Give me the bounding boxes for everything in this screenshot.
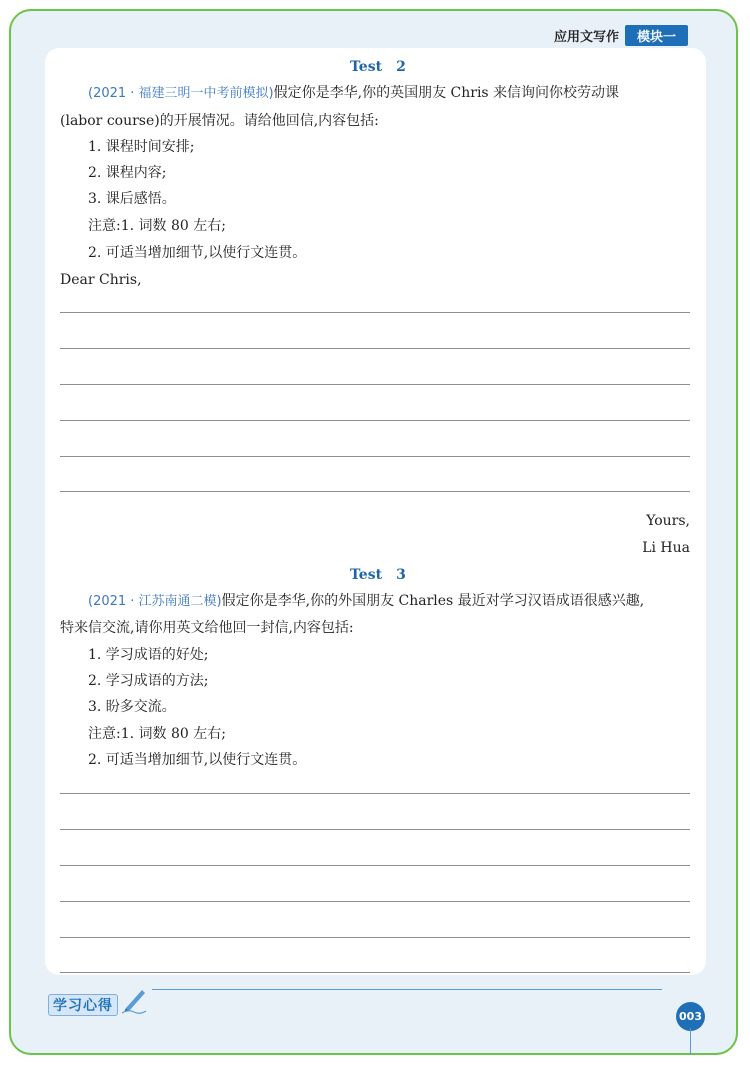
pen-icon — [120, 984, 150, 1014]
module-badge: 模块一 — [625, 25, 688, 46]
page-header — [554, 25, 688, 46]
writing-line[interactable] — [60, 829, 690, 830]
test-2-signature: Li Hua — [642, 540, 690, 556]
test-2-prompt-line-2: (labor course)的开展情况。请给他回信,内容包括: — [60, 113, 379, 129]
content-card — [45, 48, 706, 975]
test-2-item-2: 2. 课程内容; — [88, 165, 167, 181]
test-2-prompt-line-1 — [88, 83, 619, 104]
test-3-prompt-line-2: 特来信交流,请你用英文给他回一封信,内容包括: — [60, 620, 354, 636]
writing-line[interactable] — [60, 937, 690, 938]
test-2-prompt-text: 假定你是李华,你的英国朋友 Chris 来信询问你校劳动课 — [273, 85, 620, 101]
page-number: 003 — [676, 1002, 705, 1031]
study-notes-label: 学习心得 — [48, 994, 118, 1016]
footer-divider-vertical — [690, 1028, 691, 1054]
test-2-salutation: Dear Chris, — [60, 272, 142, 288]
test-2-item-1: 1. 课程时间安排; — [88, 139, 195, 155]
test-3-item-1: 1. 学习成语的好处; — [88, 647, 209, 663]
test-3-item-3: 3. 盼多交流。 — [88, 699, 176, 715]
test-3-prompt-text: 假定你是李华,你的外国朋友 Charles 最近对学习汉语成语很感兴趣, — [221, 593, 645, 609]
test-2-closing: Yours, — [646, 513, 690, 529]
writing-line[interactable] — [60, 384, 690, 385]
writing-line[interactable] — [60, 420, 690, 421]
writing-line[interactable] — [60, 901, 690, 902]
test-3-note-1: 注意:1. 词数 80 左右; — [88, 726, 226, 742]
writing-line[interactable] — [60, 972, 690, 973]
test-2-source: (2021 · 福建三明一中考前模拟) — [88, 86, 274, 101]
test-2-item-3: 3. 课后感悟。 — [88, 191, 176, 207]
writing-line[interactable] — [60, 865, 690, 866]
test-3-source: (2021 · 江苏南通二模) — [88, 594, 222, 609]
writing-line[interactable] — [60, 312, 690, 313]
section-title: 应用文写作 — [553, 30, 619, 45]
test-3-title: Test 3 — [350, 567, 406, 583]
writing-line[interactable] — [60, 491, 690, 492]
writing-line[interactable] — [60, 793, 690, 794]
writing-line[interactable] — [60, 348, 690, 349]
test-3-note-2: 2. 可适当增加细节,以使行文连贯。 — [88, 752, 307, 768]
footer-divider — [152, 989, 662, 990]
test-3-item-2: 2. 学习成语的方法; — [88, 673, 209, 689]
writing-line[interactable] — [60, 456, 690, 457]
test-2-note-2: 2. 可适当增加细节,以使行文连贯。 — [88, 245, 307, 261]
test-2-title: Test 2 — [350, 59, 406, 75]
test-3-prompt-line-1 — [88, 591, 644, 612]
test-2-note-1: 注意:1. 词数 80 左右; — [88, 218, 226, 234]
